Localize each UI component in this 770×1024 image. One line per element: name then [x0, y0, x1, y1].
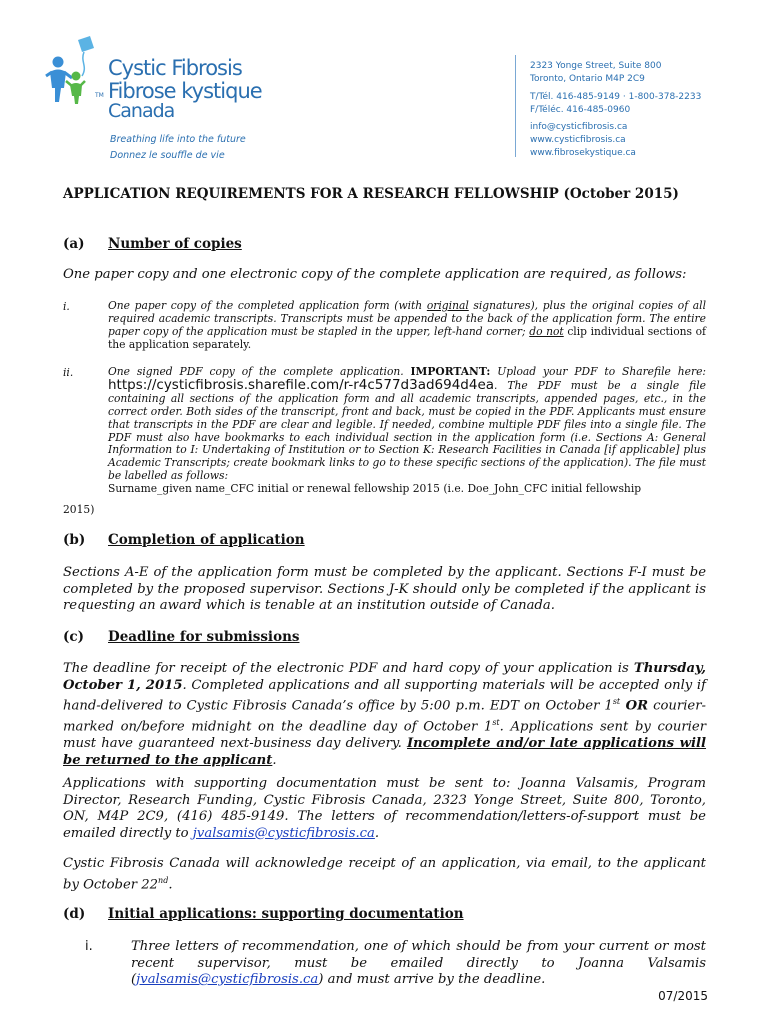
tagline-english: Breathing life into the future	[110, 134, 246, 145]
do-not-emphasis: do not	[529, 324, 564, 338]
item-a-i-text: One paper copy of the completed application form (with original signatures), plus the original copies of all required academic transcripts. Transcripts must be appended to the back of the application form. The entire paper copy of the application must be stapled in the upper, left-hand corner; do not clip individual sections of the application separately.	[108, 299, 707, 351]
original-emphasis: original	[426, 299, 469, 312]
important-label: IMPORTANT:	[410, 365, 491, 378]
website-french[interactable]: www.fibrosekystique.ca	[530, 148, 636, 158]
file-naming-example: Surname_given name_CFC initial or renewal fellowship 2015 (i.e. Doe_John_CFC initial fellowship	[108, 482, 642, 496]
logo-trademark: TM	[95, 92, 104, 99]
section-b-heading: Completion of application	[108, 532, 305, 548]
section-a-heading: Number of copies	[108, 236, 242, 252]
item-a-ii-text: One signed PDF copy of the complete application. IMPORTANT: Upload your PDF to Sharefile here: https://cysticfibrosis.sharefile.com/r-r4c577d3ad694d4ea. The PDF must be a single file containing all sections of the application form and all academic transcripts, appended pages, etc., in the correct order. Both sides of the transcript, front and back, must be copied in the PDF. Applicants must ensure that transcripts in the PDF are clear and legible. If needed, combine multiple PDF files into a single file. The PDF must also have bookmarks to each individual section in the application form (i.e. Sections A: General Information to I: Undertaking of Institution or to Section K: Research Facilities in Canada [if applicable] plus Academic Transcripts; create bookmark links to go to these specific sections of the application). The file must be labelled as follows: Surname_given name_CFC initial or renewal fellowship 2015 (i.e. Doe_John_CFC initial fellowship	[108, 365, 706, 496]
section-c-deadline-paragraph: The deadline for receipt of the electronic PDF and hard copy of your application is Thursday, October 1, 2015. Completed applications and all supporting materials will be accepted only if hand-delivered to Cystic Fibrosis Canada’s office by 5:00 p.m. EDT on October 1st OR courier-marked on/before midnight on the deadline day of October 1st. Applications sent by courier must have guaranteed next-business day delivery. Incomplete and/or late applications will be returned to the applicant.	[63, 661, 707, 768]
letterhead-divider	[515, 55, 516, 157]
deadline-date: Thursday, October 1, 2015	[63, 661, 706, 693]
fax-number: F/Téléc. 416-485-0960	[530, 105, 631, 115]
valsamis-email-link[interactable]: jvalsamis@cysticfibrosis.ca	[192, 825, 375, 841]
logo-text-french: Fibrose kystique	[108, 79, 262, 103]
section-c-letter: (c)	[63, 629, 84, 645]
address-city: Toronto, Ontario M4P 2C9	[530, 74, 645, 84]
section-c-mailing-paragraph: Applications with supporting documentation must be sent to: Joanna Valsamis, Program Director, Research Funding, Cystic Fibrosis Canada, 2323 Yonge Street, Suite 800, Toronto, ON, M4P 2C9, (416) 485-9149. The letters of recommendation/letters-of-support must be emailed directly to jvalsamis@cysticfibrosis.ca.	[63, 776, 706, 841]
logo-text-english: Cystic Fibrosis	[108, 56, 242, 80]
item-d-i-text: Three letters of recommendation, one of which should be from your current or most recent supervisor, must be emailed directly to Joanna Valsamis (jvalsamis@cysticfibrosis.ca) and must arrive by the deadline.	[131, 939, 706, 988]
section-c-heading: Deadline for submissions	[108, 629, 300, 645]
item-a-i-number: i.	[63, 300, 70, 313]
sharefile-link[interactable]: https://cysticfibrosis.sharefile.com/r-r4c577d3ad694d4ea	[108, 376, 495, 393]
file-naming-example-end: 2015)	[63, 503, 95, 516]
logo-text-canada: Canada	[108, 100, 175, 122]
phone-numbers: T/Tél. 416-485-9149 · 1-800-378-2233	[530, 92, 702, 102]
section-b-letter: (b)	[63, 532, 86, 548]
valsamis-email-link-2[interactable]: jvalsamis@cysticfibrosis.ca	[136, 972, 319, 988]
contact-email[interactable]: info@cysticfibrosis.ca	[530, 122, 628, 132]
late-application-warning: Incomplete and/or late applications will be returned to the applicant	[63, 736, 707, 768]
website-english[interactable]: www.cysticfibrosis.ca	[530, 135, 626, 145]
item-d-i-number: i.	[85, 939, 93, 954]
section-d-heading: Initial applications: supporting documentation	[108, 906, 464, 922]
address-street: 2323 Yonge Street, Suite 800	[530, 61, 662, 71]
revision-date: 07/2015	[658, 989, 708, 1003]
section-a-intro: One paper copy and one electronic copy of the complete application are required, as follows:	[63, 267, 687, 282]
section-c-acknowledge-paragraph: Cystic Fibrosis Canada will acknowledge receipt of an application, via email, to the applicant by October 22nd.	[63, 856, 706, 892]
tagline-french: Donnez le souffle de vie	[110, 150, 225, 161]
document-title: APPLICATION REQUIREMENTS FOR A RESEARCH FELLOWSHIP (October 2015)	[63, 186, 679, 202]
section-a-letter: (a)	[63, 236, 85, 252]
item-a-ii-number: ii.	[63, 366, 74, 379]
section-d-letter: (d)	[63, 906, 86, 922]
section-b-body: Sections A-E of the application form must be completed by the applicant. Sections F-I must be completed by the proposed supervisor. Sections J-K should only be completed if the applicant is requesting an award which is tenable at an institution outside of Canada.	[63, 565, 706, 614]
